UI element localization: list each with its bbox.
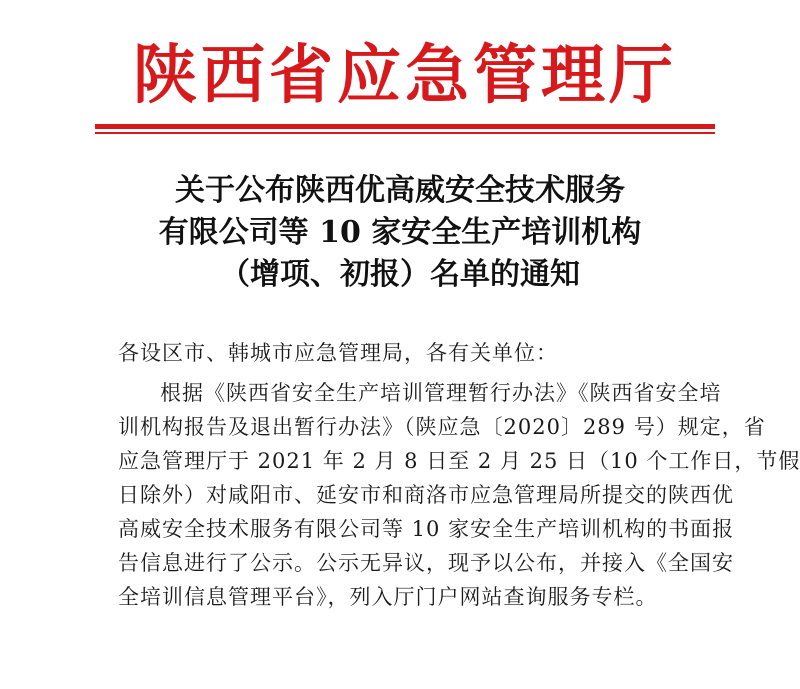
salutation: 各设区市、韩城市应急管理局，各有关单位： xyxy=(118,341,558,365)
body-line: 全培训信息管理平台》，列入厅门户网站查询服务专栏。 xyxy=(118,585,658,609)
body-line: 高威安全技术服务有限公司等 10 家安全生产培训机构的书面报 xyxy=(118,517,735,541)
letterhead-rule-thin xyxy=(95,132,715,134)
body-paragraph xyxy=(118,376,800,614)
letterhead-rule-thick xyxy=(95,124,715,129)
title-line-2: 有限公司等 10 家安全生产培训机构 xyxy=(158,215,642,250)
title-line-1: 关于公布陕西优高威安全技术服务 xyxy=(175,173,625,208)
body-line: 训机构报告及退出暂行办法》（陕应急〔2020〕289 号）规定，省 xyxy=(118,415,766,439)
agency-letterhead: 陕西省应急管理厅 xyxy=(133,38,677,113)
title-line-3: （增项、初报）名单的通知 xyxy=(220,257,580,292)
body-line: 根据《陕西省安全生产培训管理暂行办法》《陕西省安全培 xyxy=(160,381,722,405)
body-line: 日除外）对咸阳市、延安市和商洛市应急管理局所提交的陕西优 xyxy=(118,483,734,507)
document-title xyxy=(80,170,720,296)
body-line: 应急管理厅于 2021 年 2 月 8 日至 2 月 25 日（10 个工作日，节假 xyxy=(118,449,800,473)
body-line: 告信息进行了公示。公示无异议，现予以公布，并接入《全国安 xyxy=(118,551,734,575)
